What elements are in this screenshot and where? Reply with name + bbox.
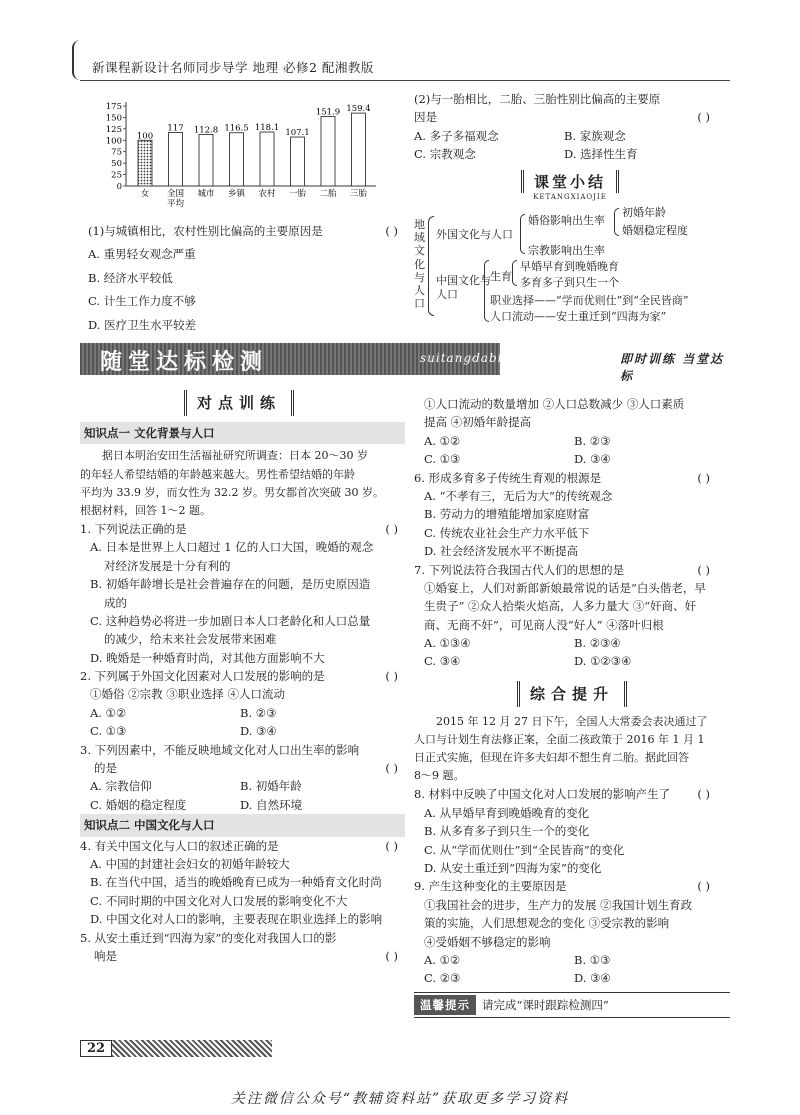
- header-brace: [72, 40, 82, 80]
- opt: D. ③④: [574, 452, 611, 467]
- opt: C. 不同时期的中国文化对人口发展的影响变化不大: [90, 893, 348, 908]
- opt: C. ①③: [424, 452, 461, 467]
- q-paren: ( ): [385, 761, 398, 776]
- q2-stem-a: (2)与一胎相比，二胎、三胎性别比偏高的主要原: [414, 92, 661, 106]
- opt: C. 这种趋势必将进一步加剧日本人口老龄化和人口总量: [90, 613, 371, 628]
- reminder-box: [414, 992, 730, 1018]
- question-9: [414, 877, 730, 895]
- opt: B. 从多育多子到只生一个的变化: [424, 824, 590, 839]
- mindmap-brace-root: [428, 216, 434, 316]
- opt: C. 婚姻的稳定程度: [90, 797, 187, 812]
- q1-stem: (1)与城镇相比，农村性别比偏高的主要原因是: [88, 224, 323, 238]
- y-tick-label: 50: [111, 159, 122, 170]
- x-tick-label-cont: 平均: [166, 199, 185, 209]
- opt: B. ②③: [240, 705, 277, 720]
- section-1-heading: 知识点一 文化背景与人口: [80, 422, 405, 444]
- question-7: [414, 561, 730, 579]
- opt: A. 从早婚早育到晚婚晚育的变化: [424, 805, 590, 820]
- page-header: 新课程新设计名师同步导学 地理 必修2 配湘教版: [92, 60, 374, 75]
- mindmap-brace-foreign: [520, 214, 525, 254]
- q5-items: ①人口流动的数量增加 ②人口总数减少 ③人口素质: [424, 397, 685, 411]
- bar-value-label: 100: [136, 131, 154, 142]
- question-6: [414, 469, 730, 487]
- opt: A. ①②: [90, 705, 127, 720]
- q1-opt-d: D. 医疗卫生水平较差: [88, 317, 197, 332]
- q7-item: 生贵子” ②众人拾柴火焰高，人多力量大 ③“奸商、奸: [424, 599, 697, 614]
- opt: B. 在当代中国，适当的晚婚晚育已成为一种婚育文化时尚: [90, 875, 382, 890]
- q-paren: ( ): [385, 948, 398, 963]
- opt: C. 从“学而优则仕”到“全民皆商”的变化: [424, 842, 625, 857]
- opt: B. 初婚年龄: [240, 779, 302, 794]
- q-paren: ( ): [385, 669, 398, 684]
- q7-item: 商、无商不奸”，可见商人没“好人” ④落叶归根: [424, 617, 664, 632]
- q-paren: ( ): [697, 879, 710, 894]
- bottom-watermark: 关注微信公众号“教辅资料站”获取更多学习资料: [230, 1091, 570, 1107]
- bar: [352, 113, 366, 186]
- opt: A. ①②: [424, 952, 461, 967]
- intro-line: 根据材料，回答 1～2 题。: [80, 503, 211, 517]
- mindmap-marriage: 婚俗影响出生率: [528, 214, 605, 227]
- opt: D. 自然环境: [240, 797, 303, 812]
- y-tick-label: 100: [105, 136, 122, 147]
- header-rule: [80, 80, 730, 81]
- q2-opt-a: A. 多子多福观念: [414, 128, 499, 143]
- page-number: 22: [80, 1040, 112, 1057]
- intro-line: 平均为 33.9 岁，而女性为 32.2 岁。男女都首次突破 30 岁。: [80, 485, 384, 499]
- opt: A. 中国的封建社会妇女的初婚年龄较大: [90, 856, 290, 871]
- opt: C. ②③: [424, 971, 461, 986]
- q1-paren: ( ): [385, 224, 398, 238]
- x-tick-label: 一胎: [288, 189, 307, 199]
- q5-stem: 5. 从安土重迁到“四海为家”的变化对我国人口的影: [80, 930, 337, 945]
- x-tick-label: 二胎: [319, 189, 337, 199]
- q9-item: ④受婚姻不够稳定的影响: [424, 934, 551, 949]
- y-tick-label: 175: [105, 102, 122, 112]
- bar: [260, 132, 274, 186]
- q3-stem-b: 的是: [94, 761, 117, 776]
- y-tick-label: 125: [105, 124, 122, 135]
- q-paren: ( ): [385, 838, 398, 853]
- x-tick-label: 全国: [166, 189, 185, 199]
- right-title: 综合提升: [517, 681, 627, 707]
- chart-question-1: [88, 222, 398, 334]
- q2-opt-b: B. 家族观念: [564, 128, 626, 143]
- opt: C. ①③: [90, 724, 127, 739]
- intro-line: 的年轻人希望结婚的年龄越来越大。男性希望结婚的年龄: [80, 467, 355, 481]
- summary-mindmap: [414, 208, 734, 338]
- question-8: [414, 785, 730, 803]
- mindmap-marriage-stability: 婚姻稳定程度: [622, 224, 688, 237]
- sex-ratio-chart: [86, 92, 376, 210]
- q-stem: 6. 形成多育多子传统生育观的根源是: [414, 470, 602, 485]
- y-tick-label: 150: [105, 113, 122, 124]
- mindmap-religion: 宗教影响出生率: [528, 244, 605, 257]
- q2-opt-c: C. 宗教观念: [414, 147, 476, 162]
- q-paren: ( ): [697, 562, 710, 577]
- intro-line: 2015 年 12 月 27 日下午，全国人大常委会表决通过了: [436, 714, 708, 728]
- question-2: [80, 667, 398, 685]
- opt: D. ③④: [240, 724, 277, 739]
- opt: B. 劳动力的增殖能增加家庭财富: [424, 507, 590, 522]
- intro-line: 据日本明治安田生活福祉研究所调查：日本 20～30 岁: [102, 449, 368, 463]
- mindmap-branch-china: 中国文化与人口: [436, 274, 491, 302]
- mindmap-birth-1: 早婚早育到晚婚晚育: [520, 260, 619, 273]
- opt: D. 晚婚是一种婚育时尚，对其他方面影响不大: [90, 650, 325, 665]
- opt: A. 日本是世界上人口超过 1 亿的人口大国，晚婚的观念: [90, 540, 374, 555]
- q-stem: 7. 下列说法符合我国古代人们的思想的是: [414, 562, 625, 577]
- x-tick-label: 女: [140, 189, 150, 199]
- mindmap-migration: 人口流动——安土重迁到“四海为家”: [490, 310, 667, 323]
- question-1-options: [80, 538, 398, 667]
- opt: 对经济发展是十分有利的: [104, 558, 231, 573]
- mindmap-brace-marriage: [614, 208, 619, 236]
- q5-items: 提高 ④初婚年龄提高: [424, 415, 532, 430]
- q-paren: ( ): [385, 521, 398, 536]
- opt: D. ①②③④: [574, 654, 632, 669]
- mindmap-brace-china: [484, 260, 489, 322]
- banner-slogan: 即时训练 当堂达标: [620, 352, 725, 383]
- q7-item: ①婚宴上，人们对新郎新娘最常说的话是“白头偕老，早: [424, 580, 706, 595]
- intro-passage-2: [414, 713, 730, 786]
- q1-opt-b: B. 经济水平较低: [88, 270, 173, 285]
- q-stem: 9. 产生这种变化的主要原因是: [414, 879, 567, 894]
- question-4: [80, 837, 398, 855]
- section-banner: [80, 343, 725, 383]
- q1-opt-c: C. 计生工作力度不够: [88, 294, 196, 309]
- left-column: [80, 390, 398, 965]
- mindmap-birth-2: 多育多子到只生一个: [520, 276, 619, 289]
- opt: 的减少，给未来社会发展带来困难: [104, 632, 277, 647]
- opt: A. ①②: [424, 433, 461, 448]
- mindmap-first-marriage-age: 初婚年龄: [622, 206, 666, 219]
- summary-heading: [520, 170, 620, 201]
- mindmap-root: 地域文化与人口: [414, 218, 425, 311]
- opt: 成的: [104, 595, 127, 610]
- bar: [169, 133, 183, 186]
- bar: [138, 140, 152, 186]
- opt: A. “不孝有三，无后为大”的传统观念: [424, 488, 613, 503]
- intro-line: 8～9 题。: [414, 769, 465, 783]
- question-1: [80, 520, 398, 538]
- opt: C. 传统农业社会生产力水平低下: [424, 525, 590, 540]
- opt: B. ②③④: [574, 636, 621, 651]
- footer-pattern: [112, 1040, 272, 1057]
- mindmap-brace-birth: [512, 260, 517, 286]
- q2-paren: ( ): [697, 110, 710, 125]
- intro-line: 日正式实施，但现在许多夫妇却不想生育二胎。据此回答: [414, 751, 689, 765]
- q9-item: 策的实施，人们思想观念的变化 ③受宗教的影响: [424, 916, 670, 931]
- opt: C. ③④: [424, 654, 461, 669]
- q2-stem-b: 因是: [414, 110, 437, 125]
- reminder-text: 请完成“课时跟踪检测四”: [482, 997, 609, 1012]
- q3-stem: 3. 下列因素中，不能反映地域文化对人口出生率的影响: [80, 742, 360, 757]
- bar-value-label: 107.1: [285, 128, 310, 139]
- banner-pinyin: suitangdabiaojiance: [420, 351, 562, 365]
- opt: D. 从安土重迁到“四海为家”的变化: [424, 860, 602, 875]
- bar-value-label: 116.5: [224, 123, 249, 134]
- bar-value-label: 151.9: [315, 107, 341, 118]
- opt: D. 中国文化对人口的影响，主要表现在职业选择上的影响: [90, 912, 383, 927]
- banner-title: 随堂达标检测: [100, 350, 269, 375]
- mindmap-career: 职业选择——“学而优则仕”到“全民皆商”: [490, 294, 689, 307]
- q-paren: ( ): [697, 787, 710, 802]
- q2-items: ①婚俗 ②宗教 ③职业选择 ④人口流动: [90, 687, 285, 702]
- opt: D. 社会经济发展水平不断提高: [424, 544, 579, 559]
- x-tick-label: 三胎: [349, 189, 368, 199]
- intro-line: 人口与计划生育法修正案，全面二孩政策于 2016 年 1 月 1: [414, 733, 705, 746]
- opt: A. ①③④: [424, 636, 471, 651]
- intro-passage: [80, 447, 398, 520]
- reminder-label: 温馨提示: [414, 995, 476, 1015]
- left-title: 对点训练: [184, 390, 294, 416]
- summary-title: 课堂小结: [521, 170, 619, 193]
- y-tick-label: 75: [111, 147, 122, 158]
- opt: B. 初婚年龄增长是社会普遍存在的问题，是历史原因造: [90, 577, 371, 592]
- opt: B. ①③: [574, 952, 611, 967]
- y-tick-label: 25: [111, 170, 122, 181]
- bar: [230, 133, 244, 186]
- bar-value-label: 117: [167, 123, 184, 134]
- q-paren: ( ): [697, 470, 710, 485]
- x-tick-label: 城市: [197, 189, 215, 199]
- mindmap-branch-foreign: 外国文化与人口: [436, 228, 513, 241]
- chart-question-2: [414, 90, 730, 164]
- q-stem: 8. 材料中反映了中国文化对人口发展的影响产生了: [414, 787, 671, 802]
- q2-opt-d: D. 选择性生育: [564, 147, 638, 162]
- opt: A. 宗教信仰: [90, 779, 152, 794]
- opt: D. ③④: [574, 971, 611, 986]
- section-2-heading: 知识点二 中国文化与人口: [80, 814, 405, 836]
- q-stem: 4. 有关中国文化与人口的叙述正确的是: [80, 838, 279, 853]
- bar-value-label: 118.1: [254, 123, 280, 134]
- q1-opt-a: A. 重男轻女观念严重: [88, 247, 196, 262]
- bar-value-label: 159.4: [346, 104, 371, 115]
- y-tick-label: 0: [116, 182, 122, 192]
- bar: [291, 137, 305, 186]
- q5-stem-b: 响是: [94, 948, 117, 963]
- opt: B. ②③: [574, 433, 611, 448]
- mindmap-birth: 生育: [490, 270, 512, 283]
- q-stem: 2. 下列属于外国文化因素对人口发展的影响的是: [80, 669, 325, 684]
- x-tick-label: 乡镇: [227, 189, 246, 199]
- bar-value-label: 112.8: [193, 125, 219, 136]
- q9-item: ①我国社会的进步，生产力的发展 ②我国计划生育政: [424, 897, 693, 912]
- bar: [321, 117, 335, 186]
- right-column: [414, 395, 730, 1018]
- summary-pinyin: KETANGXIAOJIE: [533, 193, 607, 201]
- x-tick-label: 农村: [258, 189, 276, 199]
- q-stem: 1. 下列说法正确的是: [80, 521, 187, 536]
- bar: [199, 134, 213, 186]
